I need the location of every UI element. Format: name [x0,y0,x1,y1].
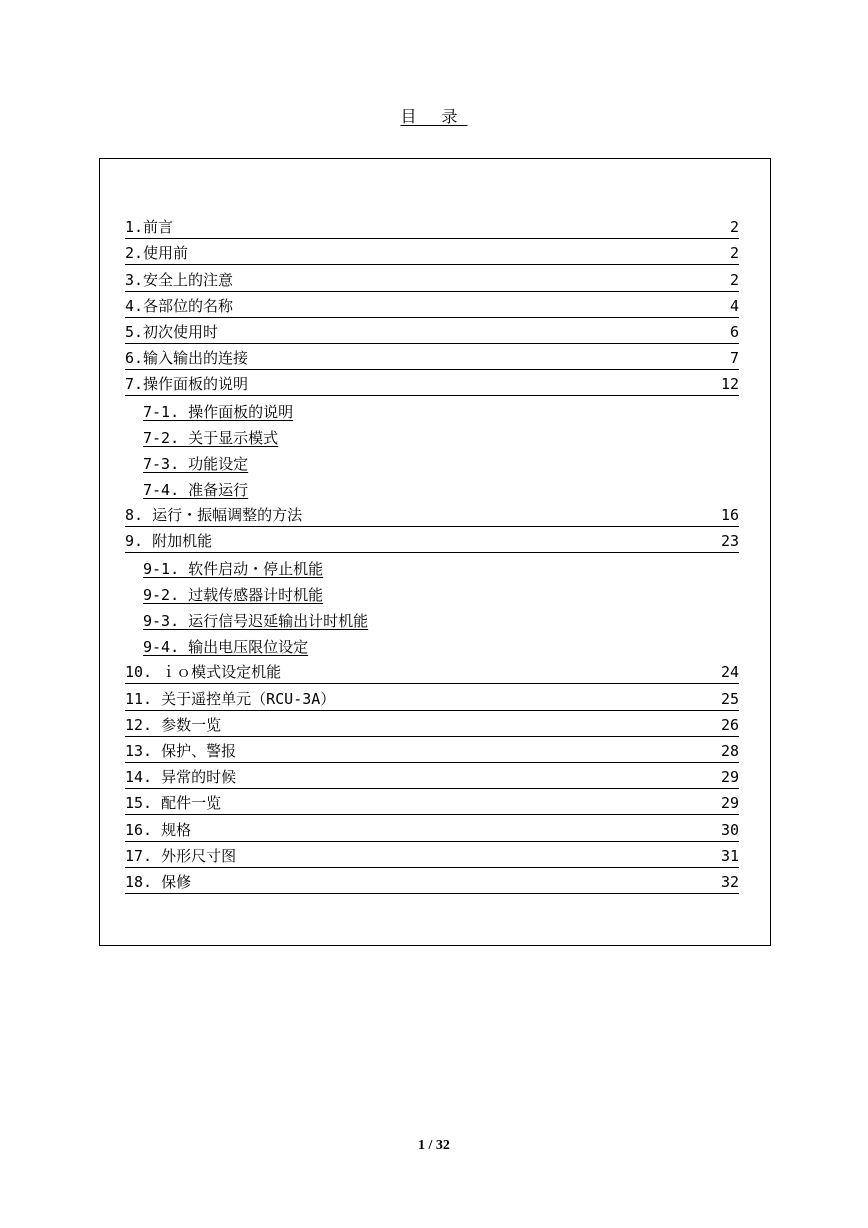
page-number-footer: 1 / 32 [418,1138,450,1153]
table-of-contents-list [125,213,739,894]
toc-entry-label: 3.安全上的注意 [125,270,234,289]
toc-entry-label: 11. 关于遥控单元（RCU-3A） [125,689,336,708]
toc-entry-label: 15. 配件一览 [125,794,222,813]
toc-entry-label: 17. 外形尺寸图 [125,846,237,865]
toc-entry[interactable] [125,344,739,370]
toc-subentry[interactable] [125,449,739,475]
toc-entry-label: 18. 保修 [125,872,192,891]
toc-entry-page: 29 [720,794,739,813]
toc-entry-label: 9-2. 过载传感器计时机能 [143,585,324,604]
toc-entry[interactable] [125,763,739,789]
toc-entry-label: 7-4. 准备运行 [143,481,249,500]
toc-entry[interactable] [125,815,739,841]
toc-entry[interactable] [125,213,739,239]
toc-entry-label: 8. 运行・振幅调整的方法 [125,506,303,525]
toc-entry[interactable] [125,527,739,553]
toc-entry-label: 7.操作面板的说明 [125,375,249,394]
toc-entry[interactable] [125,868,739,894]
toc-entry-label: 10. ｉｏ模式设定机能 [125,663,282,682]
toc-entry[interactable] [125,370,739,396]
toc-entry-page: 16 [720,506,739,525]
toc-entry-page: 26 [720,715,739,734]
toc-subentry[interactable] [125,396,739,422]
toc-subentry[interactable] [125,553,739,579]
toc-entry[interactable] [125,711,739,737]
toc-entry-page: 25 [720,689,739,708]
toc-subentry[interactable] [125,475,739,501]
toc-entry-page: 24 [720,663,739,682]
toc-entry-label: 2.使用前 [125,244,189,263]
toc-entry-label: 14. 异常的时候 [125,768,237,787]
table-of-contents-box [99,158,771,946]
toc-entry-page: 32 [720,872,739,891]
toc-entry-label: 4.各部位的名称 [125,296,234,315]
document-title: 目 录 [400,107,468,126]
toc-entry-page: 6 [729,322,739,341]
toc-entry-page: 29 [720,768,739,787]
toc-entry-label: 13. 保护、警报 [125,741,237,760]
toc-entry[interactable] [125,265,739,291]
toc-entry[interactable] [125,684,739,710]
toc-subentry[interactable] [125,632,739,658]
toc-entry-label: 12. 参数一览 [125,715,222,734]
toc-entry[interactable] [125,318,739,344]
toc-entry-page: 31 [720,846,739,865]
toc-entry-page: 4 [729,296,739,315]
toc-entry[interactable] [125,842,739,868]
toc-entry-label: 6.输入输出的连接 [125,349,249,368]
toc-entry[interactable] [125,789,739,815]
toc-entry[interactable] [125,292,739,318]
toc-entry-page: 2 [729,270,739,289]
toc-entry[interactable] [125,737,739,763]
toc-entry[interactable] [125,239,739,265]
toc-entry-label: 9. 附加机能 [125,532,213,551]
toc-entry-label: 9-1. 软件启动・停止机能 [143,559,324,578]
toc-entry[interactable] [125,501,739,527]
toc-entry-page: 30 [720,820,739,839]
toc-subentry[interactable] [125,580,739,606]
toc-entry-label: 9-4. 输出电压限位设定 [143,638,309,657]
toc-entry-page: 2 [729,244,739,263]
toc-subentry[interactable] [125,423,739,449]
toc-entry-label: 1.前言 [125,218,174,237]
toc-entry-label: 16. 规格 [125,820,192,839]
toc-entry-page: 12 [720,375,739,394]
toc-entry[interactable] [125,658,739,684]
toc-entry-label: 9-3. 运行信号迟延输出计时机能 [143,612,369,630]
toc-entry-page: 23 [720,532,739,551]
toc-entry-page: 28 [720,741,739,760]
toc-entry-page: 7 [729,349,739,368]
toc-entry-label: 7-3. 功能设定 [143,454,249,473]
toc-subentry[interactable] [125,606,739,632]
toc-entry-label: 7-2. 关于显示模式 [143,428,279,447]
toc-entry-page: 2 [729,218,739,237]
toc-entry-label: 7-1. 操作面板的说明 [143,402,294,421]
toc-entry-label: 5.初次使用时 [125,322,219,341]
